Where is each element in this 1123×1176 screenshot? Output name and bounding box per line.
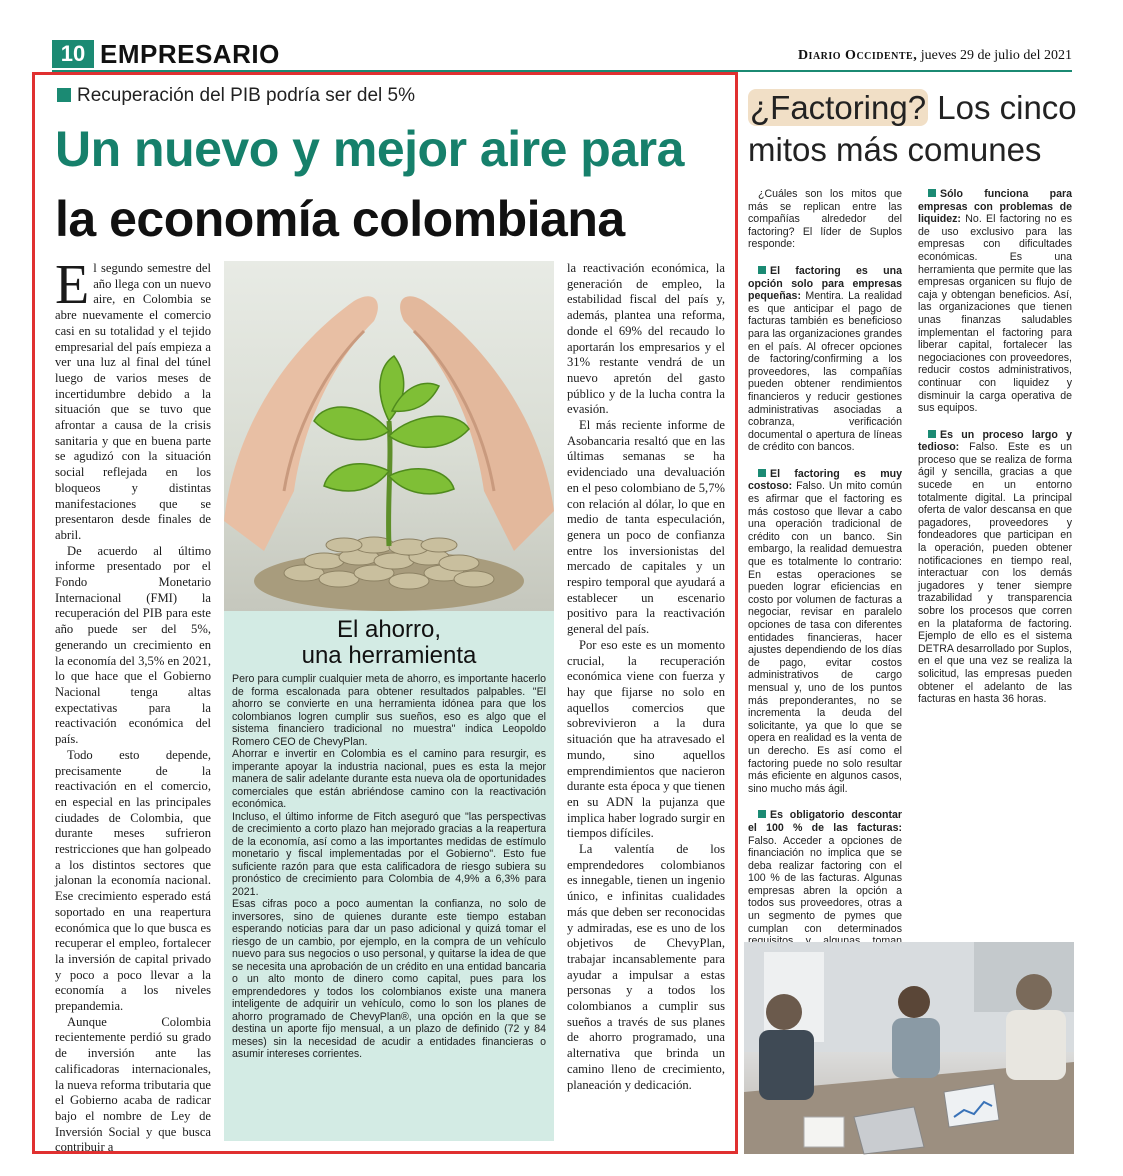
myth-item	[748, 265, 902, 454]
paragraph: la reactivación económica, la generación de empleo, la estabilidad fiscal del país y, además, plantea una reforma, donde el 69% del recaudo lo aportarán los empresarios y el 31% restante vendrá de un nuevo apretón del gasto público y de la lucha contra la evasión.	[567, 261, 725, 417]
myth-text: Mentira. La realidad es que anticipar el pago de facturas también es beneficioso para las organizaciones grandes en el país. Al ofrecer opciones de factoring/confirming a los proveedores, las compañías pueden obtener rendimientos financieros y reducir gestiones administrativas asociadas a cobranza, verificación documental o apertura de líneas de crédito con bancos.	[748, 290, 902, 454]
myth-label: El factoring es muy costoso:	[748, 467, 902, 493]
green-square-icon	[758, 810, 766, 818]
green-square-icon	[57, 88, 71, 102]
masthead	[798, 48, 1072, 64]
myth-text: Falso. Acceder a opciones de financiación no implica que se deba realizar factoring con el 100 % de las facturas. Algunas empresas abren la opción a todos sus proveedores, otras a un segmento de pymes que cumplan con determinados	[748, 834, 902, 935]
paragraph: Pero para cumplir cualquier meta de ahorro, es importante hacerlo de forma escalonada para obtener resultados palpables. "El ahorro se convierte en una herramienta idónea para que los colombianos logren cumplir sus sueños, eso es algo que el sistema financiero tradicional no muestra" indica Leopoldo Romero CEO de ChevyPlan.	[232, 673, 546, 748]
headline-line-1: Un nuevo y mejor aire para	[55, 121, 684, 177]
paragraph: Esas cifras poco a poco aumentan la confianza, no solo de inversores, sino de quienes durante este tiempo estaban esperando noticias para dar un paso adicional y quizá tomar el riesgo de un cambio, por ejemplo, en la compra de un vehículo nuevo para sus negocios o uso personal, y quitarse la idea de que se necesita una aprobación de un crédito en una entidad bancaria o un alto monto de dinero como capital, pues para los emprendedores y todos los colombianos existe una manera inteligente de adquirir un vehículo, como lo son los planes de ahorro programado de ChevyPlan®, una opción en la que se destina un aporte fijo mensual, a un plazo de definido (72 y 84 meses) sin la necesidad de acudir a entidades financieras o asumir intereses corrientes.	[232, 898, 546, 1060]
paragraph: Aunque Colombia recientemente perdió su grado de inversión ante las calificadoras internacionales, la nueva reforma tributaria que el Gobierno acaba de radicar bajo el nombre de Ley de Inversión Social y que busca contribuir a	[55, 1014, 211, 1155]
sidebar-title-line-1	[748, 88, 1077, 128]
paragraph: Incluso, el último informe de Fitch aseguró que "las perspectivas de crecimiento a corto plazo han mejorado gracias a la reapertura de la economía, así como a las importantes medidas de estímulo monetario y fiscal implementadas por el Gobierno". Esto fue suficiente razón para que esta calificadora de riesgo subiera su pronóstico de crecimiento para Colombia de 4,9% a 6,3% para 2021.	[232, 810, 546, 898]
paragraph: Todo esto depende, precisamente de la reactivación en el comercio, en especial en las principales ciudades de Colombia, que durante meses sufrieron restricciones que han golpeado a los distintos sectores que jalonan la economía nacional. Ese crecimiento esperado está soportado en una reapertura económica que lo que busca es recuperar el empleo, fortalecer la inversión de capital privado y poco a poco llevar a la economía a los niveles prepandemia.	[55, 747, 211, 1014]
sidebox-title	[232, 617, 546, 669]
office-illustration	[744, 942, 1074, 1154]
publication-name: Diario Occidente,	[797, 48, 918, 63]
title-highlight: ¿Factoring?	[750, 89, 927, 126]
myth-item	[748, 468, 902, 795]
sidebox-title-line-2: una herramienta	[301, 642, 477, 669]
plant-coins-photo	[224, 261, 554, 611]
sidebar-box-ahorro	[224, 611, 554, 1141]
page-number: 10	[52, 40, 94, 68]
article-column-3	[567, 261, 725, 1141]
myth-label: Sólo funciona para empresas con problemas de liquidez:	[918, 188, 1072, 226]
article-column-1	[55, 254, 211, 1155]
factoring-column-2	[918, 188, 1072, 914]
drop-cap: E	[55, 254, 90, 316]
paragraph	[55, 254, 211, 544]
sidebar-title-line-2: mitos más comunes	[748, 131, 1042, 168]
paragraph: La valentía de los emprendedores colombianos es innegable, tienen un ingenio único, e infinitas cualidades más que deben ser reconocidas y admiradas, ese es uno de los objetivos de ChevyPlan, trabajar incansablemente para ayudar a impulsar a estas personas y a todos los colombianos a cumplir sus sueños a través de sus planes de ahorro programado, una alternativa que brinda un camino lleno de crecimiento, planeación y dedicación.	[567, 842, 725, 1092]
paragraph: Por eso este es un momento crucial, la recuperación económica viene con fuerza y hay que fijarse no solo en aquellos comercios que sobrevivieron a la dura situación que ha atravesado el mundo, sino aquellos emprendimientos que nacieron durante esta época y que tienen en su ADN la pujanza que implica haber logrado surgir en tiempos difíciles.	[567, 637, 725, 841]
paragraph-text: l segundo semestre del año llega con un nuevo aire, en Colombia se abre nuevamente el comercio casi en su totalidad y el tejido empresarial del país empieza a ver una luz al final del túnel luego de varios meses de incertidumbre debido a la situación que se tuvo que afrontar a causa de la crisis sanitaria y que en buena parte se agudizó con la situación social reflejada en los bloqueos y distintas manifestaciones que se presentaron desde finales de abril.	[55, 261, 211, 542]
main-article	[32, 72, 738, 1154]
headline-line-2: la economía colombiana	[55, 191, 625, 247]
paragraph: Ahorrar e invertir en Colombia es el camino para resurgir, es imperante apoyar la industria nacional, pues es esta la mejor manera de salir adelante durante esta nueva ola de oportunidades comerciales que están abriéndose camino con la reactivación económica.	[232, 748, 546, 810]
sidebox-body	[232, 673, 546, 1061]
factoring-column-1	[748, 188, 902, 935]
sidebox-title-line-1: El ahorro,	[336, 616, 442, 643]
title-rest: Los cinco	[928, 89, 1077, 126]
kicker-text: Recuperación del PIB podría ser del 5%	[77, 85, 415, 106]
green-square-icon	[928, 430, 936, 438]
issue-date: jueves 29 de julio del 2021	[920, 48, 1072, 63]
section-name: EMPRESARIO	[100, 39, 280, 69]
office-meeting-photo	[744, 942, 1074, 1154]
paragraph: De acuerdo al último informe presentado por el Fondo Monetario Internacional (FMI) la recuperación del PIB para este año puede ser del 5%, generando un crecimiento en la economía del 3,5% en 2021, lo que hace que el Gobierno Nacional tenga altas expectativas para la reactivación económica del país.	[55, 543, 211, 747]
green-square-icon	[758, 469, 766, 477]
myth-text: Falso. Este es un proceso que se realiza de forma ágil y sencilla, gracias a que sucede en un entorno totalmente digital. La principal oferta de valor descansa en que pagadores, proveedores y fondeadores que participan en la operación, pueden obtener notificaciones en tiempo real, interactuar con los demás jugadores y tener siempre trazabilidad y transparencia sobre los procesos que corren en la plataforma de factoring. Ejemplo de ello es el sistema DETRA desarrollado por Suplos, en el que una vez se realiza la solicitud, las empresas pueden obtener el adelanto de las facturas en hasta 36 horas.	[918, 441, 1072, 706]
myth-label: Es un proceso largo y tedioso:	[918, 428, 1072, 454]
green-square-icon	[758, 266, 766, 274]
myth-item	[918, 188, 1072, 415]
article-kicker	[57, 85, 415, 107]
intro-paragraph: ¿Cuáles son los mitos que más se replican entre las compañías alrededor del factoring? El líder de Suplos responde:	[748, 188, 902, 251]
myth-item	[918, 429, 1072, 706]
page-header	[52, 38, 1072, 72]
myth-text: No. El factoring no es de uso exclusivo para las empresas con dificultades económicas. Es una herramienta que permite que las empresas organicen su flujo de caja y obtengan beneficios. Así, las organizaciones que tienen unas finanzas saludables implementan el factoring para liberar capital, fortalecer las negociaciones con proveedores, reducir costos administrativos, continuar con liquidez y disminuir la carga operativa de sus equipos.	[918, 213, 1072, 415]
myth-label: El factoring es una opción solo para empresas pequeñas:	[748, 264, 902, 303]
myth-label: Es obligatorio descontar el 100 % de las facturas:	[748, 809, 902, 834]
paragraph: El más reciente informe de Asobancaria resaltó que en las últimas semanas se ha evidenciado una devaluación en el peso colombiano de 5,7% con relación al dólar, lo que en medio de tanta especulación, genera un poco de confianza entre los inversionistas del mercado de capitales y un respiro temporal que ayudará a establecer un escenario positivo para la reactivación general del país.	[567, 418, 725, 637]
green-square-icon	[928, 189, 936, 197]
myth-text: Falso. Un mito común es afirmar que el factoring es más costoso que llevar a cabo una operación tradicional de crédito con un banco. Sin embargo, la realidad demuestra que es totalmente lo contrario: En estas operaciones se pueden lograr eficiencias en costo por volumen de facturas a negociar, revisar en paralelo opciones de tasa con diferentes entidades financieras, hacer ajustes dependiendo de los días de pago, evitar costos administrativos de cargo mensual y, uno de los puntos más preponderantes, no se incrementa la deuda del solicitante, ya que lo que se opera en realidad es la venta de un derecho. Es así como el factoring puede no solo resultar más eficiente en algunos casos, sino mucho más ágil.	[748, 480, 902, 795]
plant-hands-illustration	[224, 261, 554, 611]
